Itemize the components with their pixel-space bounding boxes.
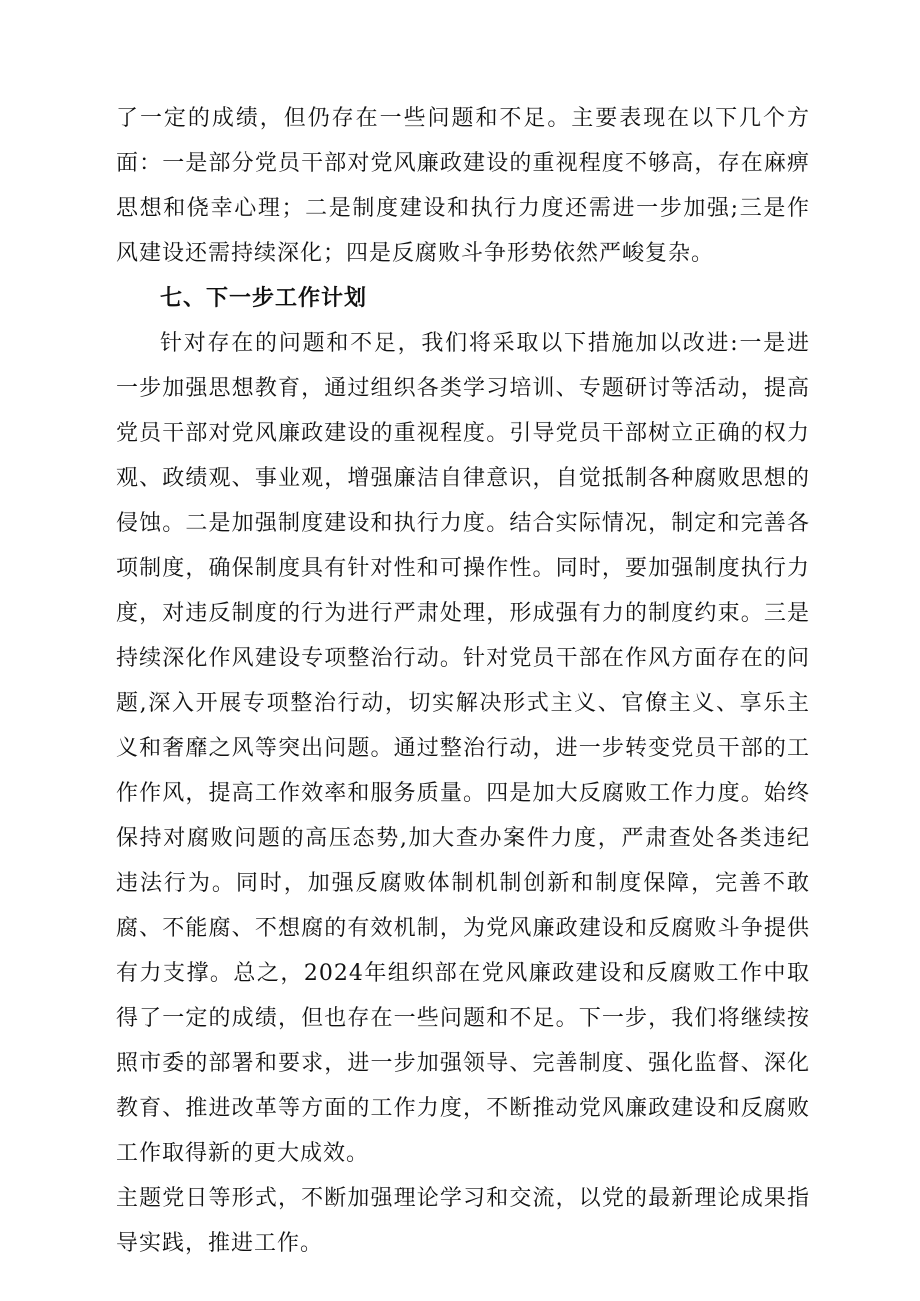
- paragraph-improvement-measures: 针对存在的问题和不足，我们将采取以下措施加以改进:一是进一步加强思想教育，通过组织各类学习培训、专题研讨等活动，提高党员干部对党风廉政建设的重视程度。引导党员干部树立正确的权力观、政绩观、事业观，增强廉洁自律意识，自觉抵制各种腐败思想的侵蚀。二是加强制度建设和执行力度。结合实际情况，制定和完善各项制度，确保制度具有针对性和可操作性。同时，要加强制度执行力度，对违反制度的行为进行严肃处理，形成强有力的制度约束。三是持续深化作风建设专项整治行动。针对党员干部在作风方面存在的问题,深入开展专项整治行动，切实解决形式主义、官僚主义、享乐主义和奢靡之风等突出问题。通过整治行动，进一步转变党员干部的工作作风，提高工作效率和服务质量。四是加大反腐败工作力度。始终保持对腐败问题的高压态势,加大查办案件力度，严肃查处各类违纪违法行为。同时，加强反腐败体制机制创新和制度保障，完善不敢腐、不能腐、不想腐的有效机制，为党风廉政建设和反腐败斗争提供有力支撑。总之，2024年组织部在党风廉政建设和反腐败工作中取得了一定的成绩，但也存在一些问题和不足。下一步，我们将继续按照市委的部署和要求，进一步加强领导、完善制度、强化监督、深化教育、推进改革等方面的工作力度，不断推动党风廉政建设和反腐败工作取得新的更大成效。: [116, 331, 810, 1166]
- paragraph-problems-continued: 了一定的成绩，但仍存在一些问题和不足。主要表现在以下几个方面：一是部分党员干部对党风廉政建设的重视程度不够高，存在麻痹思想和侥幸心理；二是制度建设和执行力度还需进一步加强;三是作风建设还需持续深化；四是反腐败斗争形势依然严峻复杂。: [116, 106, 810, 266]
- paragraph-theme-party-day: 主题党日等形式，不断加强理论学习和交流，以党的最新理论成果指导实践，推进工作。: [116, 1186, 810, 1256]
- section-heading-next-plan: 七、下一步工作计划: [160, 286, 368, 311]
